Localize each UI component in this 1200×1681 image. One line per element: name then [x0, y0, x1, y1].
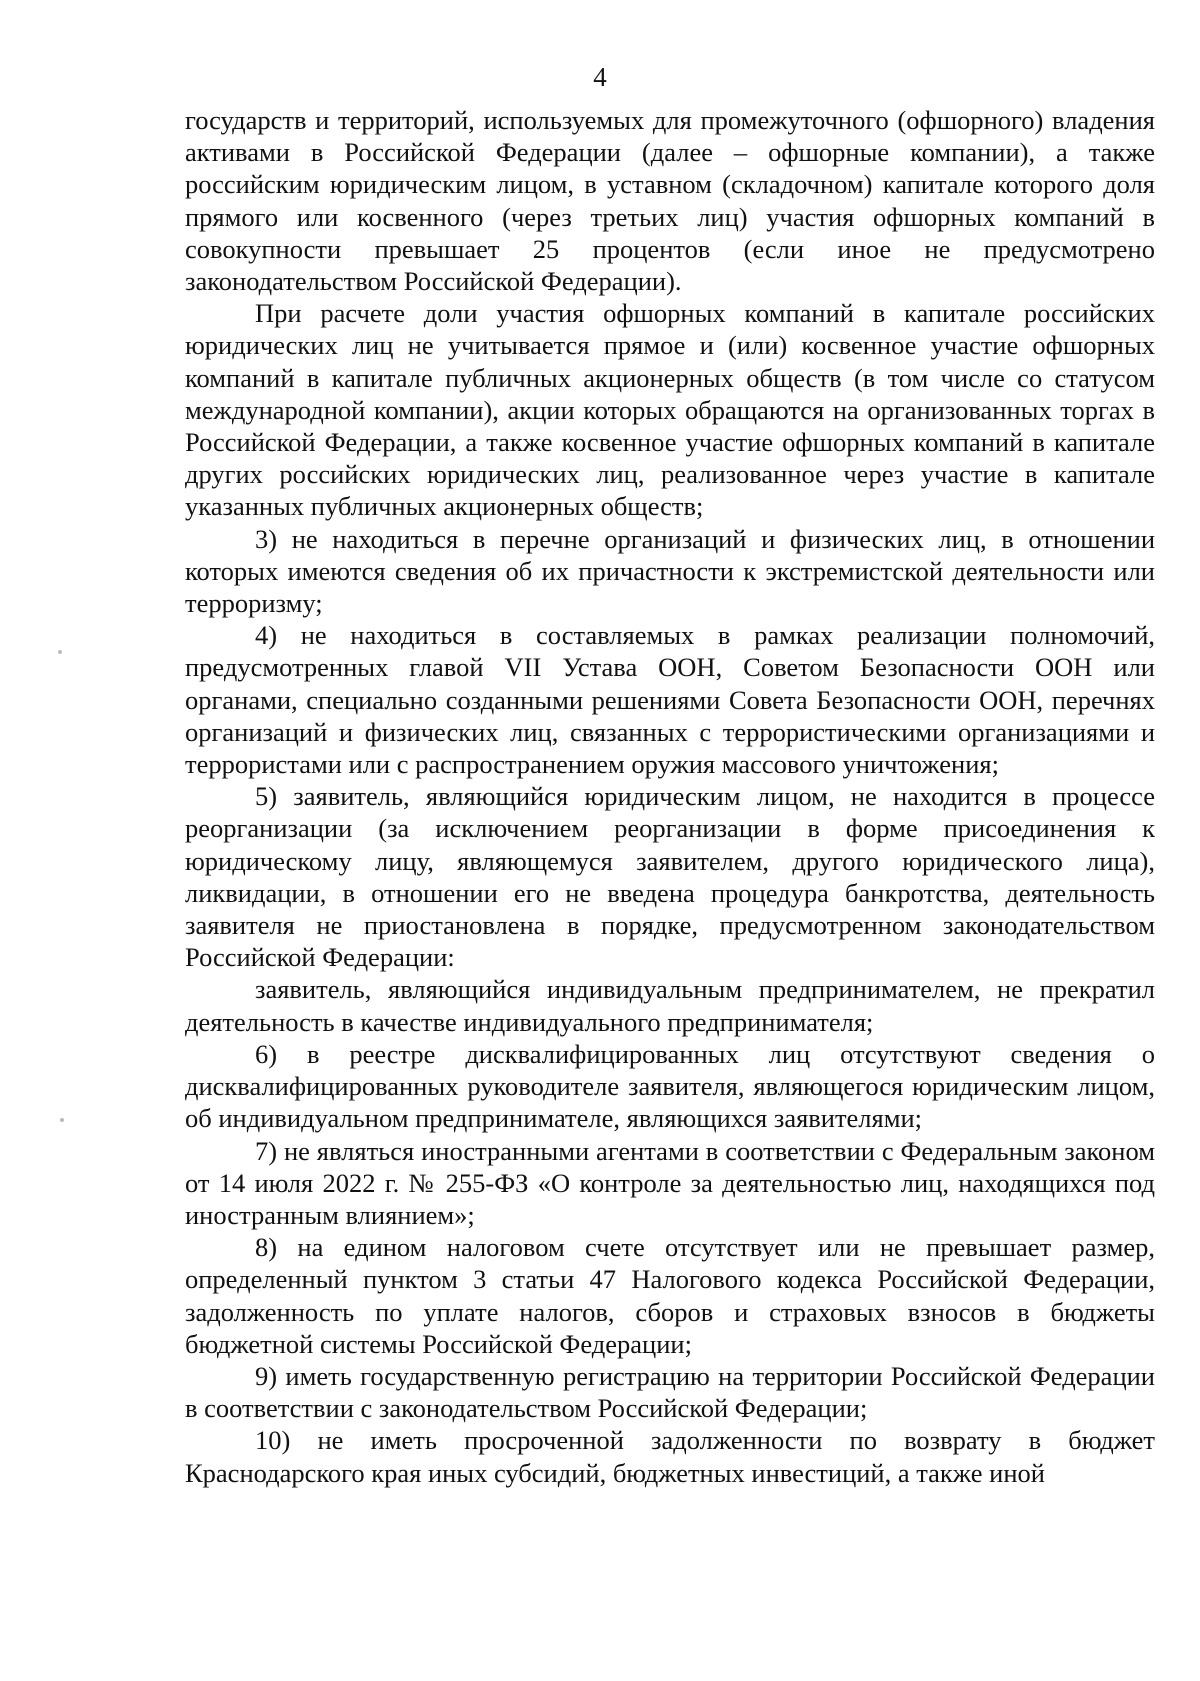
paragraph-item-7: 7) не являться иностранными агентами в соответствии с Федеральным законом от 14 июля 2022 г. № 255-ФЗ «О контроле за деятельностью лиц, находящихся под иностранным влиянием»;: [185, 1135, 1155, 1230]
paragraph-item-10: 10) не иметь просроченной задолженности по возврату в бюджет Краснодарского края иных субсидий, бюджетных инвестиций, а также иной: [185, 1425, 1155, 1488]
paragraph-item-3: 3) не находиться в перечне организаций и физических лиц, в отношении которых имеются сведения об их причастности к экстремистской деятельности или терроризму;: [185, 523, 1155, 619]
scan-speck: [60, 1118, 64, 1122]
paragraph-continuation: государств и территорий, используемых для промежуточного (офшорного) владения активами в Российской Федерации (далее – офшорные компании), а также российским юридическим лицом, в уставном (складочном) капитале которого доля прямого или косвенного (через третьих лиц) участия офшорных компаний в совокупности превышает 25 процентов (если иное не предусмотрено законодательством Российской Федерации).: [185, 105, 1155, 297]
paragraph-offshore-share: При расчете доли участия офшорных компаний в капитале российских юридических лиц не учитывается прямое и (или) косвенное участие офшорных компаний в капитале публичных акционерных обществ (в том числе со статусом международной компании), акции которых обращаются на организованных торгах в Российской Федерации, а также косвенное участие офшорных компаний в капитале других российских юридических лиц, реализованное через участие в капитале указанных публичных акционерных обществ;: [185, 298, 1155, 522]
scan-speck: [58, 650, 62, 654]
paragraph-item-5: 5) заявитель, являющийся юридическим лицом, не находится в процессе реорганизации (за исключением реорганизации в форме присоединения к юридическому лицу, являющемуся заявителем, другого юридического лица), ликвидации, в отношении его не введена процедура банкротства, деятельность заявителя не приостановлена в порядке, предусмотренном законодательством Российской Федерации:: [185, 781, 1155, 973]
paragraph-item-6: 6) в реестре дисквалифицированных лиц отсутствуют сведения о дисквалифицированных руководителе заявителя, являющегося юридическим лицом, об индивидуальном предпринимателе, являющихся заявителями;: [185, 1038, 1155, 1134]
document-body: [185, 104, 1155, 1489]
paragraph-item-9: 9) иметь государственную регистрацию на территории Российской Федерации в соответствии с законодательством Российской Федерации;: [185, 1360, 1155, 1424]
paragraph-item-4: 4) не находиться в составляемых в рамках реализации полномочий, предусмотренных главой VII Устава ООН, Советом Безопасности ООН или органами, специально созданными решениями Совета Безопасности ООН, перечнях организаций и физических лиц, связанных с террористическими организациями и террористами или с распространением оружия массового уничтожения;: [185, 620, 1155, 780]
paragraph-item-8: 8) на едином налоговом счете отсутствует или не превышает размер, определенный пунктом 3 статьи 47 Налогового кодекса Российской Федерации, задолженность по уплате налогов, сборов и страховых взносов в бюджеты бюджетной системы Российской Федерации;: [185, 1232, 1155, 1359]
paragraph-item-5-entrepreneur: заявитель, являющийся индивидуальным предпринимателем, не прекратил деятельность в качестве индивидуального предпринимателя;: [185, 974, 1155, 1037]
page-number: 4: [593, 62, 607, 92]
